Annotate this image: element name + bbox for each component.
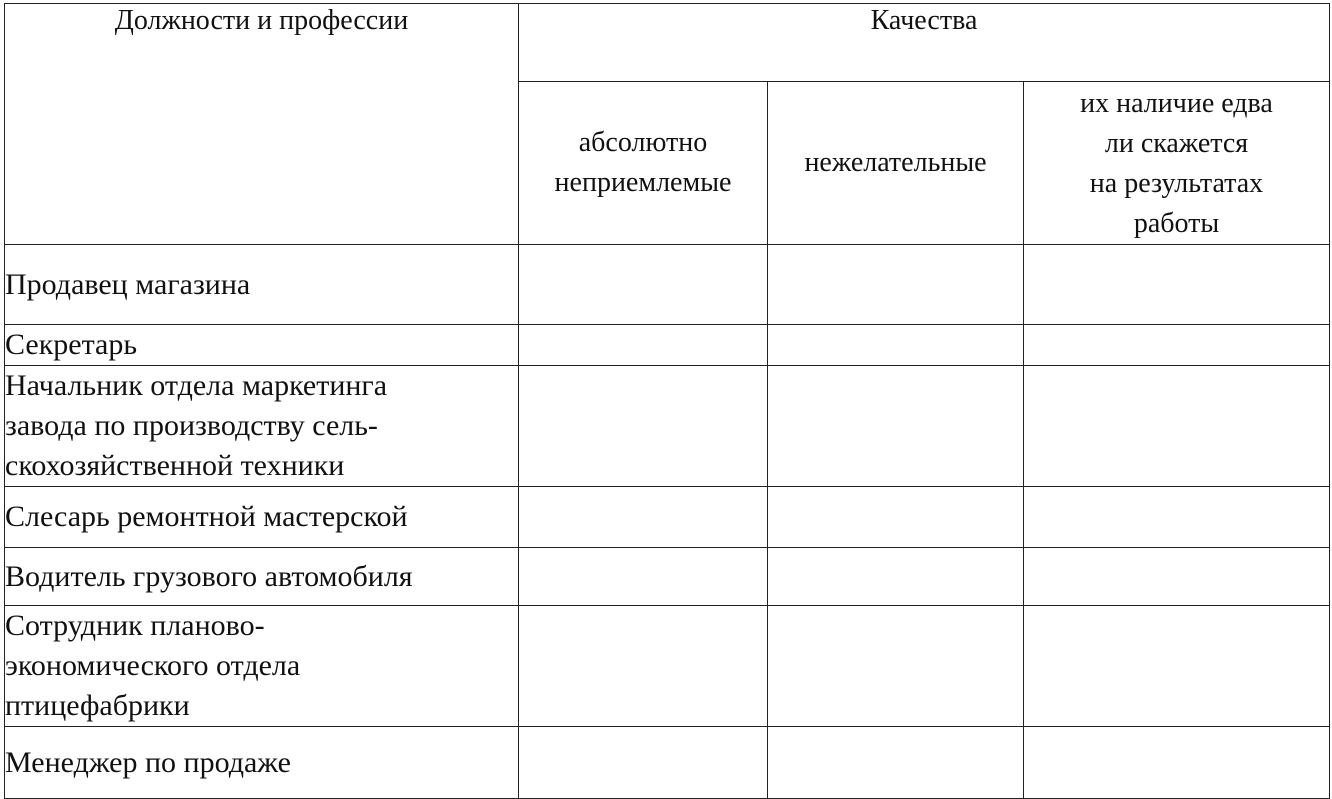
cell-hardly-affects — [1024, 727, 1330, 799]
cell-absolutely-unacceptable — [519, 548, 768, 606]
table-row — [5, 325, 1330, 366]
cell-absolutely-unacceptable — [519, 727, 768, 799]
cell-hardly-affects — [1024, 606, 1330, 727]
cell-hardly-affects — [1024, 487, 1330, 548]
cell-absolutely-unacceptable — [519, 245, 768, 325]
cell-absolutely-unacceptable — [519, 487, 768, 548]
cell-absolutely-unacceptable — [519, 366, 768, 487]
profession-name: Менеджер по продаже — [5, 727, 519, 799]
cell-undesirable — [768, 245, 1024, 325]
profession-name: Секретарь — [5, 325, 519, 366]
header-absolutely-unacceptable: абсолютно неприемлемые — [519, 82, 768, 245]
cell-hardly-affects — [1024, 366, 1330, 487]
table-row — [5, 487, 1330, 548]
cell-hardly-affects — [1024, 245, 1330, 325]
table-row — [5, 606, 1330, 727]
header-undesirable: нежелательные — [768, 82, 1024, 245]
cell-undesirable — [768, 366, 1024, 487]
profession-name: Водитель грузового автомобиля — [5, 548, 519, 606]
cell-absolutely-unacceptable — [519, 325, 768, 366]
cell-hardly-affects — [1024, 325, 1330, 366]
cell-undesirable — [768, 548, 1024, 606]
table-row — [5, 366, 1330, 487]
header-qualities: Качества — [519, 4, 1330, 82]
profession-name: Продавец магазина — [5, 245, 519, 325]
cell-undesirable — [768, 727, 1024, 799]
table-row — [5, 727, 1330, 799]
table-row — [5, 245, 1330, 325]
profession-name: Начальник отдела маркетинга завода по производству сель- скохозяйственной техники — [5, 366, 519, 487]
profession-name: Сотрудник планово- экономического отдела птицефабрики — [5, 606, 519, 727]
profession-name: Слесарь ремонтной мастерской — [5, 487, 519, 548]
cell-undesirable — [768, 325, 1024, 366]
cell-undesirable — [768, 487, 1024, 548]
cell-absolutely-unacceptable — [519, 606, 768, 727]
table-row — [5, 548, 1330, 606]
cell-hardly-affects — [1024, 548, 1330, 606]
header-professions: Должности и профессии — [5, 4, 519, 245]
cell-undesirable — [768, 606, 1024, 727]
header-hardly-affects-results: их наличие едва ли скажется на результатах работы — [1024, 82, 1330, 245]
qualities-table — [4, 3, 1330, 799]
